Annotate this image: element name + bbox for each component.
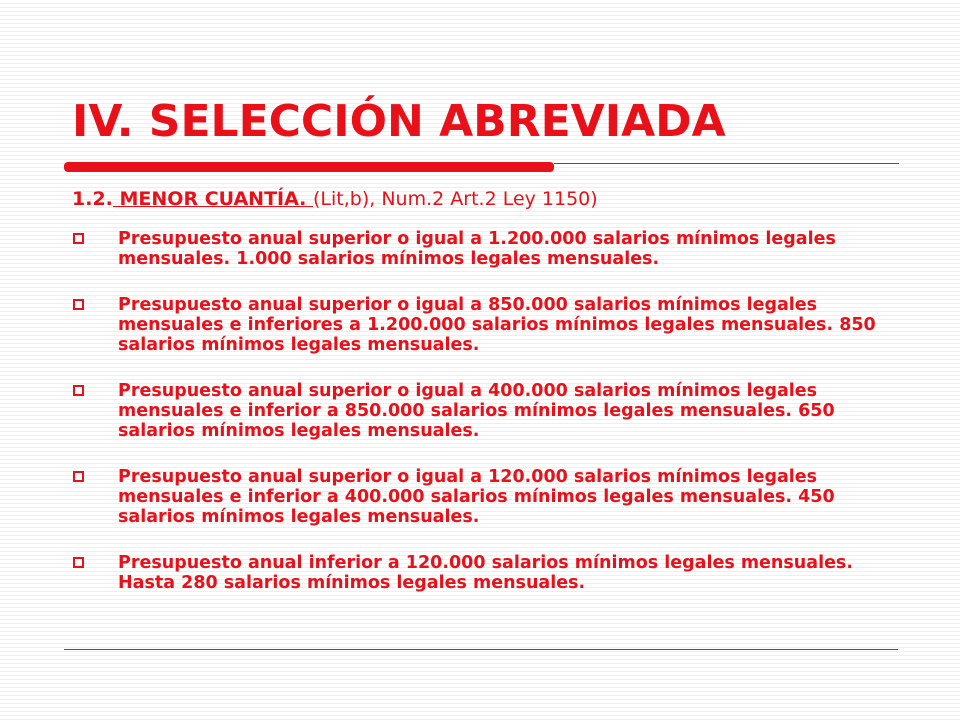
title-underline-bar <box>64 162 554 172</box>
bullet-item <box>72 467 912 527</box>
slide-subtitle <box>72 188 598 210</box>
bullet-item <box>72 381 912 441</box>
slide-title: IV. SELECCIÓN ABREVIADA <box>72 96 726 147</box>
subtitle-name: MENOR CUANTÍA. <box>112 188 314 210</box>
bullet-text: Presupuesto anual superior o igual a 1.200.000 salarios mínimos legales mensuales. 1.000 salarios mínimos legales mensuales. <box>118 229 836 269</box>
bullet-text: Presupuesto anual superior o igual a 850.000 salarios mínimos legales mensuales e inferiores a 1.200.000 salarios mínimos legales mensuales. 850 salarios mínimos legales mensuales. <box>118 295 876 355</box>
subtitle-reference: (Lit,b), Num.2 Art.2 Ley 1150) <box>313 188 598 210</box>
square-bullet-icon <box>73 299 84 310</box>
square-bullet-icon <box>73 385 84 396</box>
bullet-item <box>72 229 912 269</box>
square-bullet-icon <box>73 557 84 568</box>
bullet-text: Presupuesto anual superior o igual a 120.000 salarios mínimos legales mensuales e inferior a 400.000 salarios mínimos legales mensuales. 450 salarios mínimos legales mensuales. <box>118 467 835 527</box>
square-bullet-icon <box>73 471 84 482</box>
bullet-item <box>72 295 912 355</box>
footer-rule-line <box>64 649 898 650</box>
subtitle-number: 1.2. <box>72 188 113 210</box>
bullet-item <box>72 553 912 593</box>
title-rule-line <box>554 163 899 164</box>
bullet-text: Presupuesto anual inferior a 120.000 salarios mínimos legales mensuales. Hasta 280 salarios mínimos legales mensuales. <box>118 553 853 593</box>
square-bullet-icon <box>73 233 84 244</box>
bullet-text: Presupuesto anual superior o igual a 400.000 salarios mínimos legales mensuales e inferior a 850.000 salarios mínimos legales mensuales. 650 salarios mínimos legales mensuales. <box>118 381 835 441</box>
